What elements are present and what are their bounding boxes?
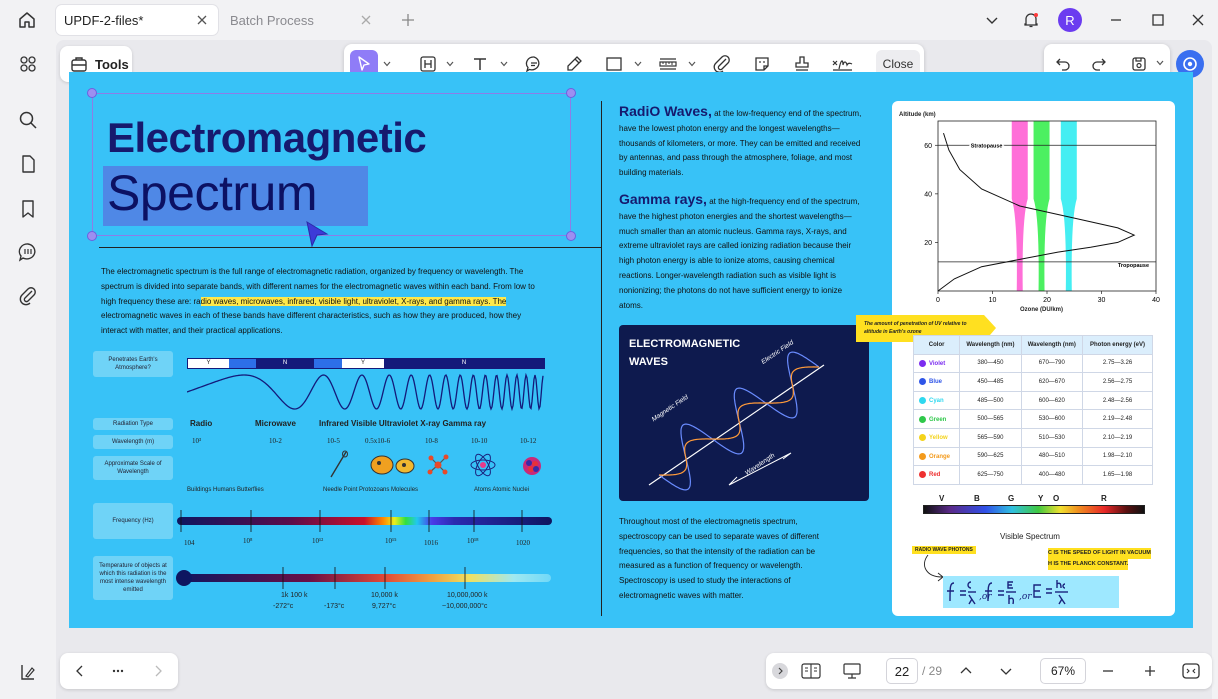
color-cell [914, 428, 960, 447]
radiation-microwave: Microwave [255, 419, 296, 428]
tab-label: UPDF-2-files* [64, 12, 144, 28]
redo-icon[interactable] [1088, 54, 1110, 74]
scale-middle-text: Needle Point Protozoans Molecules [323, 487, 419, 493]
maximize-icon[interactable] [1148, 10, 1168, 30]
chevron-left-icon[interactable] [70, 661, 90, 681]
color-cell [914, 391, 960, 410]
chevron-down-icon[interactable] [982, 10, 1002, 30]
gamma-rays-heading: Gamma rays, [619, 191, 707, 207]
color-dot-icon [919, 471, 926, 478]
svg-text:,or: ,or [1019, 592, 1032, 602]
table-header: Photon energy (eV) [1082, 336, 1152, 355]
frequency-value: 10⁸ [243, 537, 253, 545]
color-dot-icon [919, 360, 926, 367]
table-cell: 2.19—2.48 [1082, 410, 1152, 429]
title-line-1[interactable]: Electromagnetic [107, 114, 427, 161]
left-sidebar [0, 40, 56, 699]
table-cell: 400—480 [1021, 466, 1082, 485]
chevron-down-icon[interactable] [500, 61, 508, 67]
table-cell: 2.75—3.26 [1082, 354, 1152, 373]
home-icon[interactable] [14, 8, 40, 32]
save-icon[interactable] [1128, 54, 1150, 74]
color-dot-icon [919, 416, 926, 423]
formula-box[interactable] [943, 576, 1119, 608]
x-tick-label: 30 [1097, 297, 1106, 304]
table-cell: 2.56—2.75 [1082, 373, 1152, 392]
table-cell: 510—530 [1021, 428, 1082, 447]
avatar[interactable]: R [1058, 8, 1082, 32]
penetrates-label: Penetrates Earth's Atmosphere? [93, 351, 173, 377]
callout-text: The amount of penetration of UV relative to altitude in Earth's ozone [864, 321, 967, 335]
chevron-down-icon[interactable] [383, 61, 391, 67]
atm-partial [229, 359, 256, 368]
table-cell: 485—500 [960, 391, 1021, 410]
radio-photons-note: RADIO WAVE PHOTONS [912, 546, 976, 554]
table-cell: 620—670 [1021, 373, 1082, 392]
frequency-value: 10¹⁵ [385, 537, 397, 545]
constants-notes: C IS THE SPEED OF LIGHT IN VACUUMH IS THE PLANCK CONSTANT. [1048, 548, 1168, 570]
radiation-others: Infrared Visible Ultraviolet X-ray Gamma ray [319, 419, 487, 428]
molecule-icon [425, 452, 451, 478]
table-row [914, 428, 1153, 447]
wavelength-value: 10-2 [269, 437, 282, 445]
title-bar [0, 0, 1218, 40]
comments-icon[interactable] [16, 240, 40, 264]
table-row [914, 391, 1153, 410]
frequency-ticks [177, 510, 552, 532]
chart-x-label: Ozone (DU/km) [1020, 307, 1064, 313]
fit-page-icon[interactable] [1180, 661, 1202, 681]
page-controls [766, 653, 1212, 689]
wavelength-value: 10³ [192, 437, 202, 445]
page-layout-icon[interactable] [800, 661, 822, 681]
chevron-right-icon[interactable] [148, 661, 168, 681]
color-dot-icon [919, 397, 926, 404]
color-name: Yellow [929, 435, 948, 442]
color-cell [914, 410, 960, 429]
ozone-panel [864, 101, 1175, 616]
color-cell [914, 447, 960, 466]
chevron-down-icon[interactable] [688, 61, 696, 67]
chevron-down-icon[interactable] [446, 61, 454, 67]
atm-no: N [461, 360, 467, 366]
color-cell [914, 466, 960, 485]
resize-handle[interactable] [87, 231, 97, 241]
frequency-value: 10¹⁸ [467, 537, 479, 545]
table-cell: 480—510 [1021, 447, 1082, 466]
table-cell: 500—565 [960, 410, 1021, 429]
color-name: Cyan [929, 398, 944, 405]
table-cell: 2.48—2.56 [1082, 391, 1152, 410]
zoom-in-icon[interactable] [1140, 661, 1160, 681]
zoom-out-icon[interactable] [1098, 661, 1118, 681]
atmosphere-bar [187, 358, 545, 369]
resize-handle[interactable] [566, 231, 576, 241]
temperature-value: 10,000,000 k [447, 592, 488, 599]
table-row [914, 373, 1153, 392]
atom-icon [469, 452, 497, 478]
attachment-icon[interactable] [16, 284, 40, 308]
table-cell: 670—790 [1021, 354, 1082, 373]
temperature-value: -272°c [273, 603, 294, 610]
scale-label: Approximate Scale of Wavelength [93, 456, 173, 480]
table-header: Color [914, 336, 960, 355]
temperature-label: Temperature of objects at which this radiation is the most intense wavelength emitted [93, 556, 173, 600]
radio-waves-heading: RadiO Waves, [619, 103, 712, 119]
table-cell: 565—590 [960, 428, 1021, 447]
new-tab-icon[interactable] [400, 12, 416, 28]
table-row [914, 447, 1153, 466]
resize-handle[interactable] [87, 88, 97, 98]
table-cell: 1.65—1.98 [1082, 466, 1152, 485]
page-nav-group [60, 653, 178, 689]
table-cell: 530—600 [1021, 410, 1082, 429]
title-line-2[interactable]: Spectrum [107, 165, 317, 221]
pdf-page [69, 72, 1193, 628]
text-highlight: dio waves, microwaves, infrared, visible light, ultraviolet, X-rays, and gamma rays. The [200, 296, 507, 306]
x-tick-label: 0 [936, 297, 940, 304]
em-waves-title: ELECTROMAGNETIC WAVES [629, 338, 741, 368]
bell-icon[interactable] [1021, 10, 1041, 30]
color-table [913, 335, 1153, 485]
divider [99, 247, 601, 248]
column-divider [601, 101, 602, 616]
table-row [914, 466, 1153, 485]
frequency-label: Frequency (Hz) [93, 503, 173, 539]
nucleus-icon [521, 455, 543, 477]
protozoa-icon [369, 452, 417, 478]
page-total: / 29 [922, 664, 943, 678]
spectroscopy-paragraph[interactable]: Throughout most of the electromagnetis spectrum, spectroscopy can be used to separate waves of different frequencies, so that the intensity of the radiation can be measured as a function of frequency or wavelength. Spectroscopy is used to study the interactions of electromagnetic waves with matter. [619, 517, 819, 600]
visible-spectrum-bar [923, 505, 1145, 514]
tab-batch-process[interactable] [222, 5, 382, 35]
layers-icon[interactable] [16, 660, 40, 684]
spectrum-letter: B [974, 494, 980, 503]
tab-label: Batch Process [230, 12, 314, 28]
reference-label: Stratopause [970, 143, 1003, 150]
table-cell: 380—450 [960, 354, 1021, 373]
search-icon[interactable] [16, 108, 40, 132]
atm-yes: Y [342, 359, 384, 368]
temperature-value: -173°c [324, 603, 345, 610]
spectrum-letter: V [939, 494, 945, 503]
wavelength-value: 10-10 [471, 437, 488, 445]
temperature-value: 10,000 k [371, 592, 398, 599]
frequency-value: 104 [184, 539, 195, 547]
x-tick-label: 10 [988, 297, 997, 304]
intro-paragraph[interactable]: The electromagnetic spectrum is the full range of electromagnetic radiation, organized by frequency or wavelength. The spectrum is divided into separate bands, with different names for the electromagnetic waves within each band. From low to high frequency these are: radio waves, microwaves, infrared, visible light, ultraviolet, X-rays, and gamma rays. The electromagnetic waves in each of these bands have different characteristics, such as how they are produced, how they interact with matter, and their practical applications. [101, 267, 535, 336]
spectrum-letter: Y [1038, 494, 1044, 503]
reference-label: Tropopause [1117, 262, 1150, 269]
presentation-icon[interactable] [840, 661, 864, 681]
wavelength-value: 10-5 [327, 437, 340, 445]
radiation-type-label: Radiation Type [93, 418, 173, 430]
magnetic-field-label: Magnetic Field [650, 393, 690, 424]
table-cell: 625—750 [960, 466, 1021, 485]
radio-waves-paragraph[interactable]: RadiO Waves, at the low-frequency end of the spectrum, have the lowest photon energy and the longest wavelengths—thousands of kilometers, or more. They can be emitted and received by antennas, and pass through the atmosphere, foliage, and most building materials. [619, 103, 862, 178]
table-header: Wavelength (nm) [960, 336, 1021, 355]
x-tick-label: 40 [1152, 297, 1160, 304]
em-waves-illustration[interactable] [619, 325, 869, 501]
gamma-rays-paragraph[interactable]: Gamma rays, at the high-frequency end of the spectrum, have the highest photon energies and the shortest wavelengths—much smaller than an atomic nucleus. Gamma rays, X-rays, and extreme ultraviolet rays are called ionizing radiation because their high photon energy is able to ionize atoms, causing chemical reactions. Longer-wavelength radiation such as visible light is nonionizing; the photons do not have sufficient energy to ionize atoms. [619, 191, 860, 310]
bookmark-icon[interactable] [16, 197, 40, 221]
wavelength-label: Wavelength (m) [93, 435, 173, 449]
close-tab-icon[interactable] [194, 12, 210, 28]
resize-handle[interactable] [566, 88, 576, 98]
temperature-value: ~10,000,000°c [442, 603, 488, 610]
electric-field-label: Electric Field [760, 339, 795, 366]
frequency-value: 1016 [424, 539, 438, 547]
minimize-icon[interactable] [1106, 10, 1126, 30]
atm-no: N [282, 360, 288, 366]
color-name: Violet [929, 360, 946, 367]
chevron-up-icon[interactable] [956, 661, 976, 681]
uv-band [1061, 121, 1077, 291]
color-cell [914, 354, 960, 373]
close-tab-icon[interactable] [358, 12, 374, 28]
spectrum-letter: O [1053, 494, 1060, 503]
color-name: Green [929, 416, 947, 423]
y-tick-label: 60 [924, 142, 932, 150]
table-cell: 2.10—2.19 [1082, 428, 1152, 447]
x-tick-label: 20 [1043, 297, 1051, 304]
spectrum-letter: R [1101, 494, 1107, 503]
wavelength-value: 0.5x10-6 [365, 437, 391, 445]
temperature-value: 1k 100 k [281, 592, 308, 599]
scale-left-text: Buildings Humans Butterflies [187, 487, 264, 493]
zoom-level[interactable]: 67% [1040, 658, 1086, 684]
color-name: Red [929, 472, 941, 479]
chevron-down-icon[interactable] [634, 61, 642, 67]
close-button[interactable]: Close [876, 50, 920, 78]
scale-right-text: Atoms Atomic Nuclei [474, 487, 530, 493]
table-row [914, 410, 1153, 429]
visible-spectrum-label: Visible Spectrum [1000, 532, 1060, 541]
color-dot-icon [919, 378, 926, 385]
table-cell: 590—625 [960, 447, 1021, 466]
chart-y-label: Altitude (km) [899, 112, 936, 118]
tab-updf-2-files[interactable] [56, 5, 218, 35]
frequency-value: 10¹² [312, 537, 324, 545]
collapse-icon[interactable] [772, 663, 788, 679]
temperature-ticks [179, 567, 551, 589]
chevron-down-icon[interactable] [996, 661, 1016, 681]
wavelength-label: Wavelength [743, 452, 777, 477]
page-number-input[interactable]: 22 [886, 658, 918, 684]
frequency-wave [187, 371, 547, 413]
svg-text:,or: ,or [979, 592, 992, 602]
tools-label: Tools [95, 56, 129, 72]
wavelength-value: 10-12 [520, 437, 537, 445]
table-cell: 1.98—2.10 [1082, 447, 1152, 466]
table-cell: 450—485 [960, 373, 1021, 392]
spectrum-letter: G [1008, 494, 1015, 503]
mouse-cursor-icon [305, 220, 329, 248]
visible-letters [923, 494, 1145, 504]
tools-icon [69, 54, 89, 74]
table-cell: 600—620 [1021, 391, 1082, 410]
ozone-chart[interactable] [892, 101, 1175, 321]
close-window-icon[interactable] [1188, 10, 1208, 30]
table-row [914, 354, 1153, 373]
y-tick-label: 20 [924, 239, 932, 247]
needle-icon [329, 449, 349, 479]
color-name: Blue [929, 379, 943, 386]
y-tick-label: 40 [924, 191, 932, 199]
wavelength-value: 10-8 [425, 437, 438, 445]
page-icon[interactable] [16, 152, 40, 176]
table-header: Wavelength (nm) [1021, 336, 1082, 355]
thumbnails-icon[interactable] [16, 52, 40, 76]
color-dot-icon [919, 453, 926, 460]
atm-partial [314, 359, 342, 368]
undo-icon[interactable] [1052, 54, 1074, 74]
uv-band [1034, 121, 1050, 291]
color-dot-icon [919, 434, 926, 441]
formula-svg [946, 577, 1116, 607]
atm-yes: Y [188, 359, 229, 368]
color-name: Orange [929, 453, 951, 460]
more-icon[interactable] [108, 661, 128, 681]
temperature-value: 9,727°c [372, 603, 396, 610]
chevron-down-icon[interactable] [1156, 60, 1164, 66]
frequency-value: 1020 [516, 539, 530, 547]
radiation-radio: Radio [190, 419, 213, 428]
color-cell [914, 373, 960, 392]
